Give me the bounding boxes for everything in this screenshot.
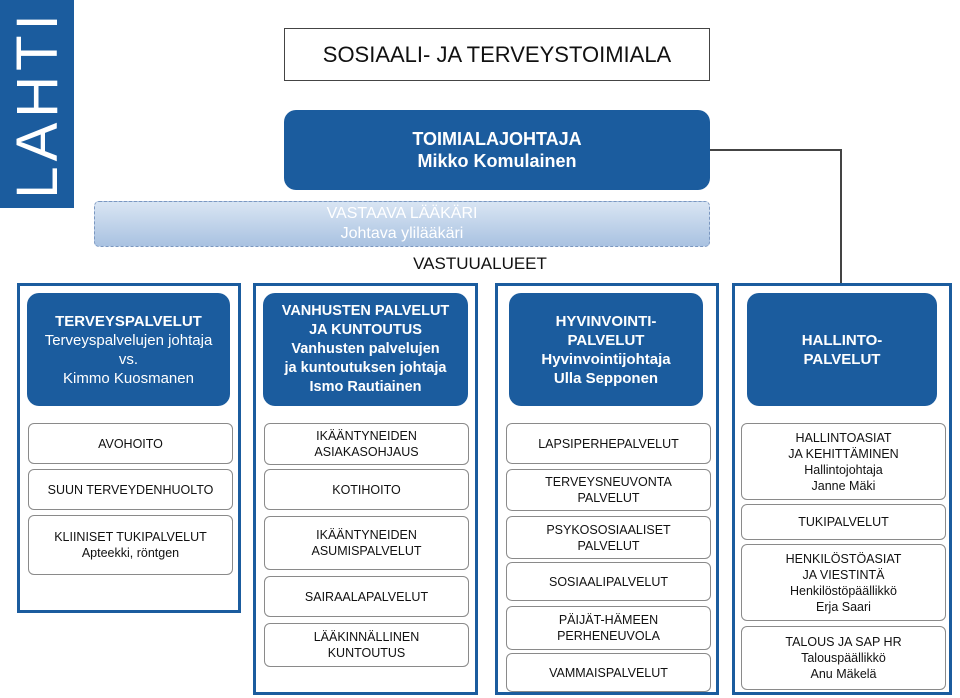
unit-line: PALVELUT — [577, 538, 640, 553]
unit-line: IKÄÄNTYNEIDEN — [316, 429, 417, 443]
unit-line: PÄIJÄT-HÄMEEN — [558, 613, 659, 627]
head-line: ja kuntoutuksen johtaja — [284, 360, 447, 376]
unit-box — [264, 623, 469, 667]
unit-line: VAMMAISPALVELUT — [549, 665, 668, 680]
column-admin-services — [732, 283, 952, 695]
chief-physician-subtitle: Johtava ylilääkäri — [340, 225, 464, 242]
unit-line: AVOHOITO — [98, 436, 163, 451]
unit-line: ASIAKASOHJAUS — [314, 445, 419, 459]
unit-box — [741, 544, 946, 621]
page-title: SOSIAALI- JA TERVEYSTOIMIALA — [284, 28, 710, 81]
unit-box — [506, 653, 711, 692]
director-name: Mikko Komulainen — [417, 151, 577, 171]
column-head-elderly-services — [263, 293, 468, 406]
unit-line: LÄÄKINNÄLLINEN — [313, 630, 420, 644]
unit-box — [28, 423, 233, 464]
unit-box — [506, 562, 711, 601]
head-line: PALVELUT — [803, 350, 881, 368]
unit-line: PERHENEUVOLA — [557, 629, 660, 643]
director-box — [284, 110, 710, 190]
unit-line: PSYKOSOSIAALISET — [546, 522, 671, 537]
unit-line: IKÄÄNTYNEIDEN — [316, 528, 417, 542]
unit-line: SOSIAALIPALVELUT — [548, 574, 669, 589]
head-line: HALLINTO- — [801, 331, 883, 349]
unit-box — [28, 469, 233, 510]
unit-line: KLIINISET TUKIPALVELUT — [54, 530, 207, 544]
unit-line: KUNTOUTUS — [327, 646, 406, 660]
unit-box — [506, 606, 711, 650]
unit-box — [506, 469, 711, 511]
unit-line: PALVELUT — [577, 491, 640, 505]
unit-line: TERVEYSNEUVONTA — [545, 475, 672, 489]
head-line: Kimmo Kuosmanen — [63, 369, 194, 387]
head-line: PALVELUT — [567, 331, 645, 349]
unit-line: JA KEHITTÄMINEN — [788, 446, 899, 461]
head-line: Hyvinvointijohtaja — [541, 350, 671, 368]
chief-physician-box — [94, 201, 710, 247]
lahti-logo — [0, 0, 74, 208]
unit-line: TUKIPALVELUT — [798, 515, 889, 529]
unit-line: SUUN TERVEYDENHUOLTO — [47, 482, 214, 497]
unit-line: Janne Mäki — [811, 478, 876, 493]
head-line: JA KUNTOUTUS — [309, 322, 422, 338]
unit-line: KOTIHOITO — [332, 482, 401, 497]
head-line: Terveyspalvelujen johtaja — [44, 331, 213, 349]
unit-line: TALOUS JA SAP HR — [785, 635, 902, 649]
unit-line: Henkilöstöpäällikkö — [789, 583, 897, 598]
unit-box — [741, 626, 946, 690]
unit-line: HENKILÖSTÖASIAT — [785, 551, 902, 566]
unit-box — [264, 469, 469, 510]
unit-line: JA VIESTINTÄ — [802, 567, 885, 582]
unit-line: Talouspäällikkö — [801, 651, 886, 665]
unit-box — [264, 576, 469, 617]
unit-line: SAIRAALAPALVELUT — [304, 589, 429, 604]
logo-text: LAHTI — [4, 9, 70, 199]
column-health-services — [17, 283, 241, 613]
connector-admin-down — [840, 149, 842, 287]
connector-director-admin — [709, 149, 841, 151]
unit-box — [741, 504, 946, 540]
unit-box — [741, 423, 946, 500]
head-line: HYVINVOINTI- — [555, 312, 657, 330]
section-label: VASTUUALUEET — [413, 254, 547, 273]
column-elderly-services — [253, 283, 478, 695]
unit-box — [506, 423, 711, 464]
column-head-health-services — [27, 293, 230, 406]
column-head-admin-services — [747, 293, 937, 406]
head-line: VANHUSTEN PALVELUT — [281, 303, 450, 319]
unit-line: HALLINTOASIAT — [795, 430, 892, 445]
head-line: Ismo Rautiainen — [309, 379, 422, 395]
unit-box — [28, 515, 233, 575]
column-head-wellbeing-services — [509, 293, 703, 406]
chief-physician-title: VASTAAVA LÄÄKÄRI — [326, 205, 478, 222]
unit-line: Erja Saari — [816, 599, 871, 614]
head-line: Ulla Sepponen — [553, 369, 659, 387]
unit-line: LAPSIPERHEPALVELUT — [538, 436, 679, 451]
unit-line: Hallintojohtaja — [804, 462, 883, 477]
unit-box — [264, 423, 469, 465]
unit-box — [264, 516, 469, 570]
unit-line: ASUMISPALVELUT — [311, 544, 422, 558]
column-wellbeing-services — [495, 283, 719, 695]
head-line: Vanhusten palvelujen — [291, 341, 440, 357]
head-line: TERVEYSPALVELUT — [55, 312, 202, 330]
unit-line: Apteekki, röntgen — [81, 546, 180, 560]
director-title: TOIMIALAJOHTAJA — [412, 129, 582, 149]
unit-line: Anu Mäkelä — [810, 667, 877, 681]
head-line: vs. — [118, 350, 139, 368]
unit-box — [506, 516, 711, 559]
